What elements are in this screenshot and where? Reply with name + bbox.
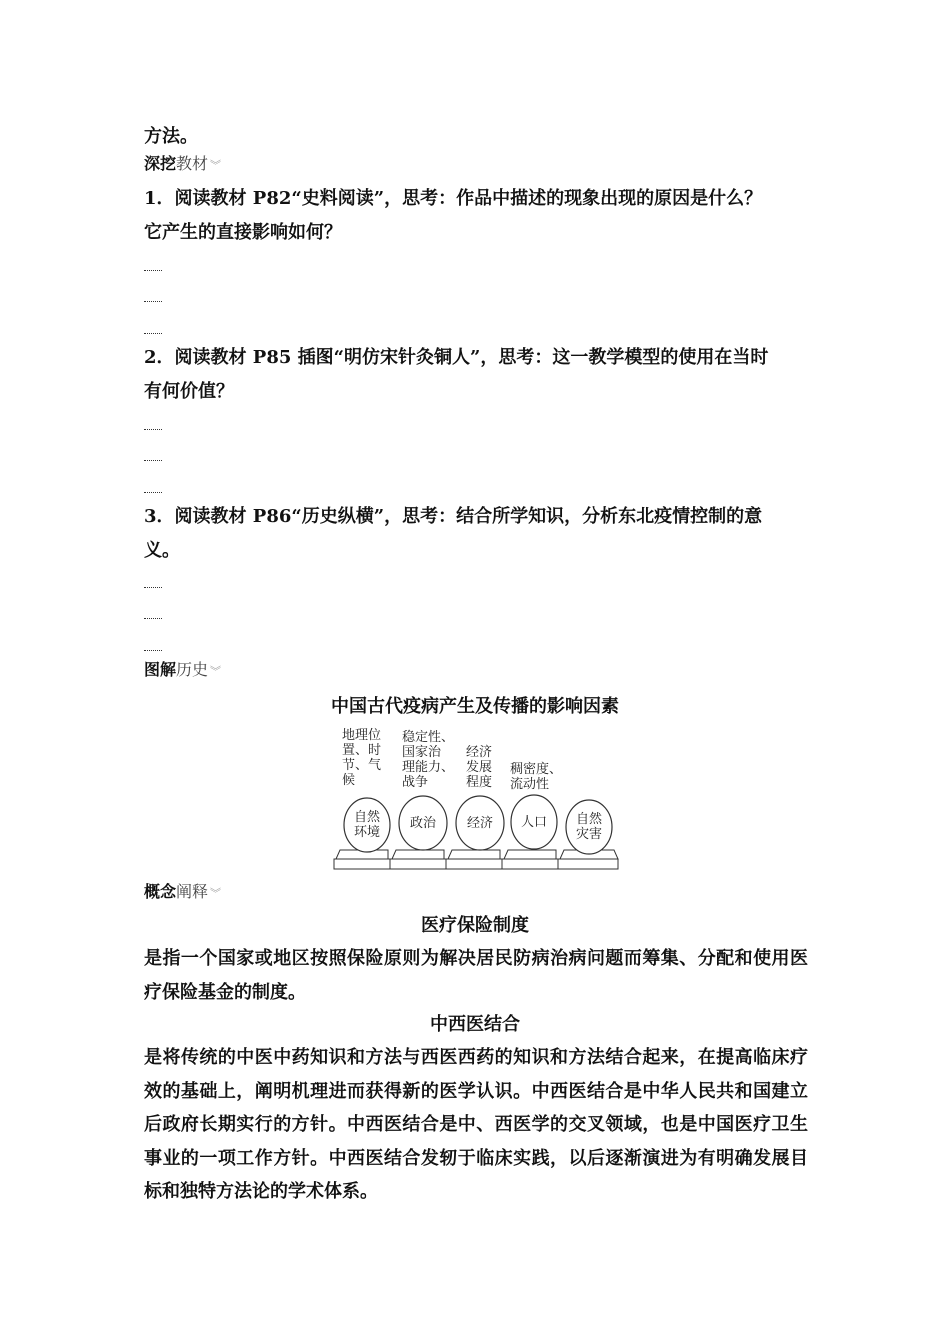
factor-description: 稳定性、 国家治 理能力、 战争 (402, 730, 455, 790)
factor-label: 经济 (466, 816, 493, 831)
answer-line (144, 492, 162, 493)
section-heading-concepts (144, 882, 221, 904)
section-heading-bold: 深挖 (144, 154, 177, 173)
answer-line (144, 460, 162, 461)
section-heading-normal: 历史 (176, 660, 209, 679)
question-2-line-1: 2．阅读教材 P85 插图“明仿宋针灸铜人”，思考：这一教学模型的使用在当时 (144, 347, 769, 368)
chevron-down-icon: ︾ (210, 159, 222, 172)
concept-body: 是将传统的中医中药知识和方法与西医西药的知识和方法结合起来，在提高临床疗效的基础上，阐明机理进而获得新的医学认识。中西医结合是中华人民共和国建立后政府长期实行的方针。中西医结合是中、西医学的交叉领域，也是中国医疗卫生事业的一项工作方针。中西医结合发轫于临床实践，以后逐渐演进为有明确发展目标和独特方法论的学术体系。 (144, 1047, 808, 1202)
factor-label: 政治 (409, 816, 436, 831)
concept-body: 是指一个国家或地区按照保险原则为解决居民防病治病问题而筹集、分配和使用医疗保险基金的制度。 (144, 948, 808, 1003)
section-heading-diagram (144, 660, 221, 682)
answer-line (144, 650, 162, 651)
intro-line: 方法。 (144, 126, 198, 147)
pedestals (334, 850, 618, 869)
answer-line (144, 301, 162, 302)
factors-diagram (330, 725, 620, 877)
chevron-down-icon: ︾ (210, 887, 222, 900)
answer-line (144, 333, 162, 334)
pedestal (502, 850, 558, 869)
diagram-title: 中国古代疫病产生及传播的影响因素 (331, 696, 619, 717)
factor-label: 自然 环境 (353, 810, 380, 840)
question-2-line-2: 有何价值？ (144, 381, 234, 402)
section-heading-textbook (144, 154, 221, 176)
factor-label: 自然 灾害 (575, 812, 602, 842)
chevron-down-icon: ︾ (210, 665, 222, 678)
answer-line (144, 587, 162, 588)
section-heading-normal: 教材 (176, 154, 209, 173)
section-heading-bold: 图解 (144, 660, 177, 679)
factor-description: 稠密度、 流动性 (510, 762, 563, 792)
answer-line (144, 270, 162, 271)
question-3-line-1: 3．阅读教材 P86“历史纵横”，思考：结合所学知识，分析东北疫情控制的意 (144, 506, 763, 527)
question-1-line-2: 它产生的直接影响如何？ (144, 222, 342, 243)
section-heading-bold: 概念 (144, 882, 177, 901)
section-heading-normal: 阐释 (176, 882, 209, 901)
pedestal (446, 850, 502, 869)
answer-line (144, 429, 162, 430)
question-1-line-1: 1．阅读教材 P82“史料阅读”，思考：作品中描述的现象出现的原因是什么？ (144, 188, 763, 209)
concept-title: 中西医结合 (430, 1014, 520, 1035)
factor-description: 经济 发展 程度 (466, 745, 493, 790)
concept-title: 医疗保险制度 (421, 915, 529, 936)
factor-label: 人口 (520, 815, 547, 830)
answer-line (144, 618, 162, 619)
question-3-line-2: 义。 (144, 540, 180, 561)
pedestal (390, 850, 446, 869)
factor-description: 地理位 置、时 节、气 候 (342, 728, 382, 788)
pedestal (334, 850, 390, 869)
